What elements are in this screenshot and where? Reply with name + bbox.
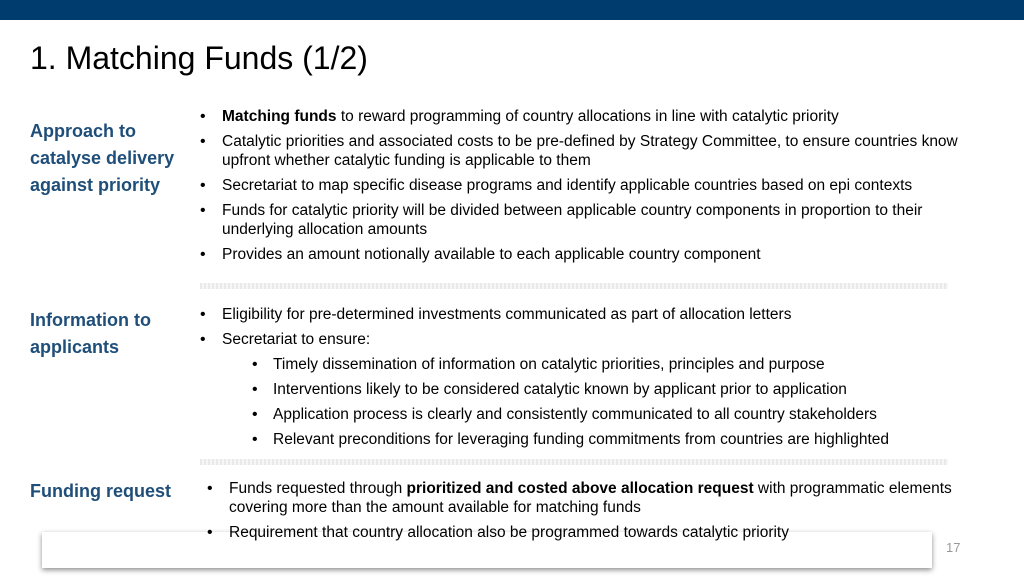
list-item: [207, 523, 967, 542]
bullet-bold-text: Matching funds: [222, 108, 337, 125]
approach-bullet-list: [200, 107, 990, 270]
information-bullet-list: [200, 305, 990, 455]
slide-title: 1. Matching Funds (1/2): [30, 40, 368, 76]
list-item: [200, 380, 990, 399]
bullet-text: Secretariat to ensure:: [222, 331, 371, 348]
section-label-information: Information to applicants: [30, 310, 151, 357]
list-item: [200, 405, 990, 424]
section-label-funding-request: Funding request: [30, 481, 171, 501]
bullet-text: Eligibility for pre-determined investments communicated as part of allocation letters: [222, 306, 792, 323]
list-item: [200, 305, 990, 324]
bullet-text: Funds for catalytic priority will be divided between applicable country components in proportion to their underlying allocation amounts: [222, 202, 923, 238]
section-divider: [200, 459, 948, 465]
bullet-text: Provides an amount notionally available to each applicable country component: [222, 246, 761, 263]
bullet-text: with programmatic elements covering more than the amount available for matching funds: [229, 480, 952, 516]
list-item: [200, 330, 990, 349]
list-item: [200, 245, 990, 264]
page-number: 17: [946, 540, 961, 555]
section-label-approach: Approach to catalyse delivery against priority: [30, 121, 175, 195]
list-item: [200, 201, 990, 239]
list-item: [200, 132, 990, 170]
header-bar: [0, 0, 1024, 20]
sub-bullet-text: Timely dissemination of information on catalytic priorities, principles and purpose: [273, 356, 825, 373]
list-item: [200, 355, 990, 374]
bullet-bold-text: prioritized and costed above allocation request: [406, 480, 754, 497]
list-item: [200, 176, 990, 195]
sub-bullet-text: Interventions likely to be considered catalytic known by applicant prior to application: [273, 381, 847, 398]
list-item: [207, 479, 967, 517]
list-item: [200, 107, 990, 126]
bullet-text: Requirement that country allocation also be programmed towards catalytic priority: [229, 524, 789, 541]
list-item: [200, 430, 990, 449]
sub-bullet-text: Application process is clearly and consistently communicated to all country stakeholders: [273, 406, 877, 423]
funding-request-bullet-list: [207, 479, 967, 548]
section-divider: [200, 283, 948, 289]
bullet-text: Catalytic priorities and associated costs to be pre-defined by Strategy Committee, to ensure countries know upfront whether catalytic funding is applicable to them: [222, 133, 958, 169]
bullet-text: Funds requested through: [229, 480, 407, 497]
bullet-text: Secretariat to map specific disease programs and identify applicable countries based on epi contexts: [222, 177, 913, 194]
bullet-text: to reward programming of country allocations in line with catalytic priority: [336, 108, 839, 125]
sub-bullet-text: Relevant preconditions for leveraging funding commitments from countries are highlighted: [273, 431, 890, 448]
